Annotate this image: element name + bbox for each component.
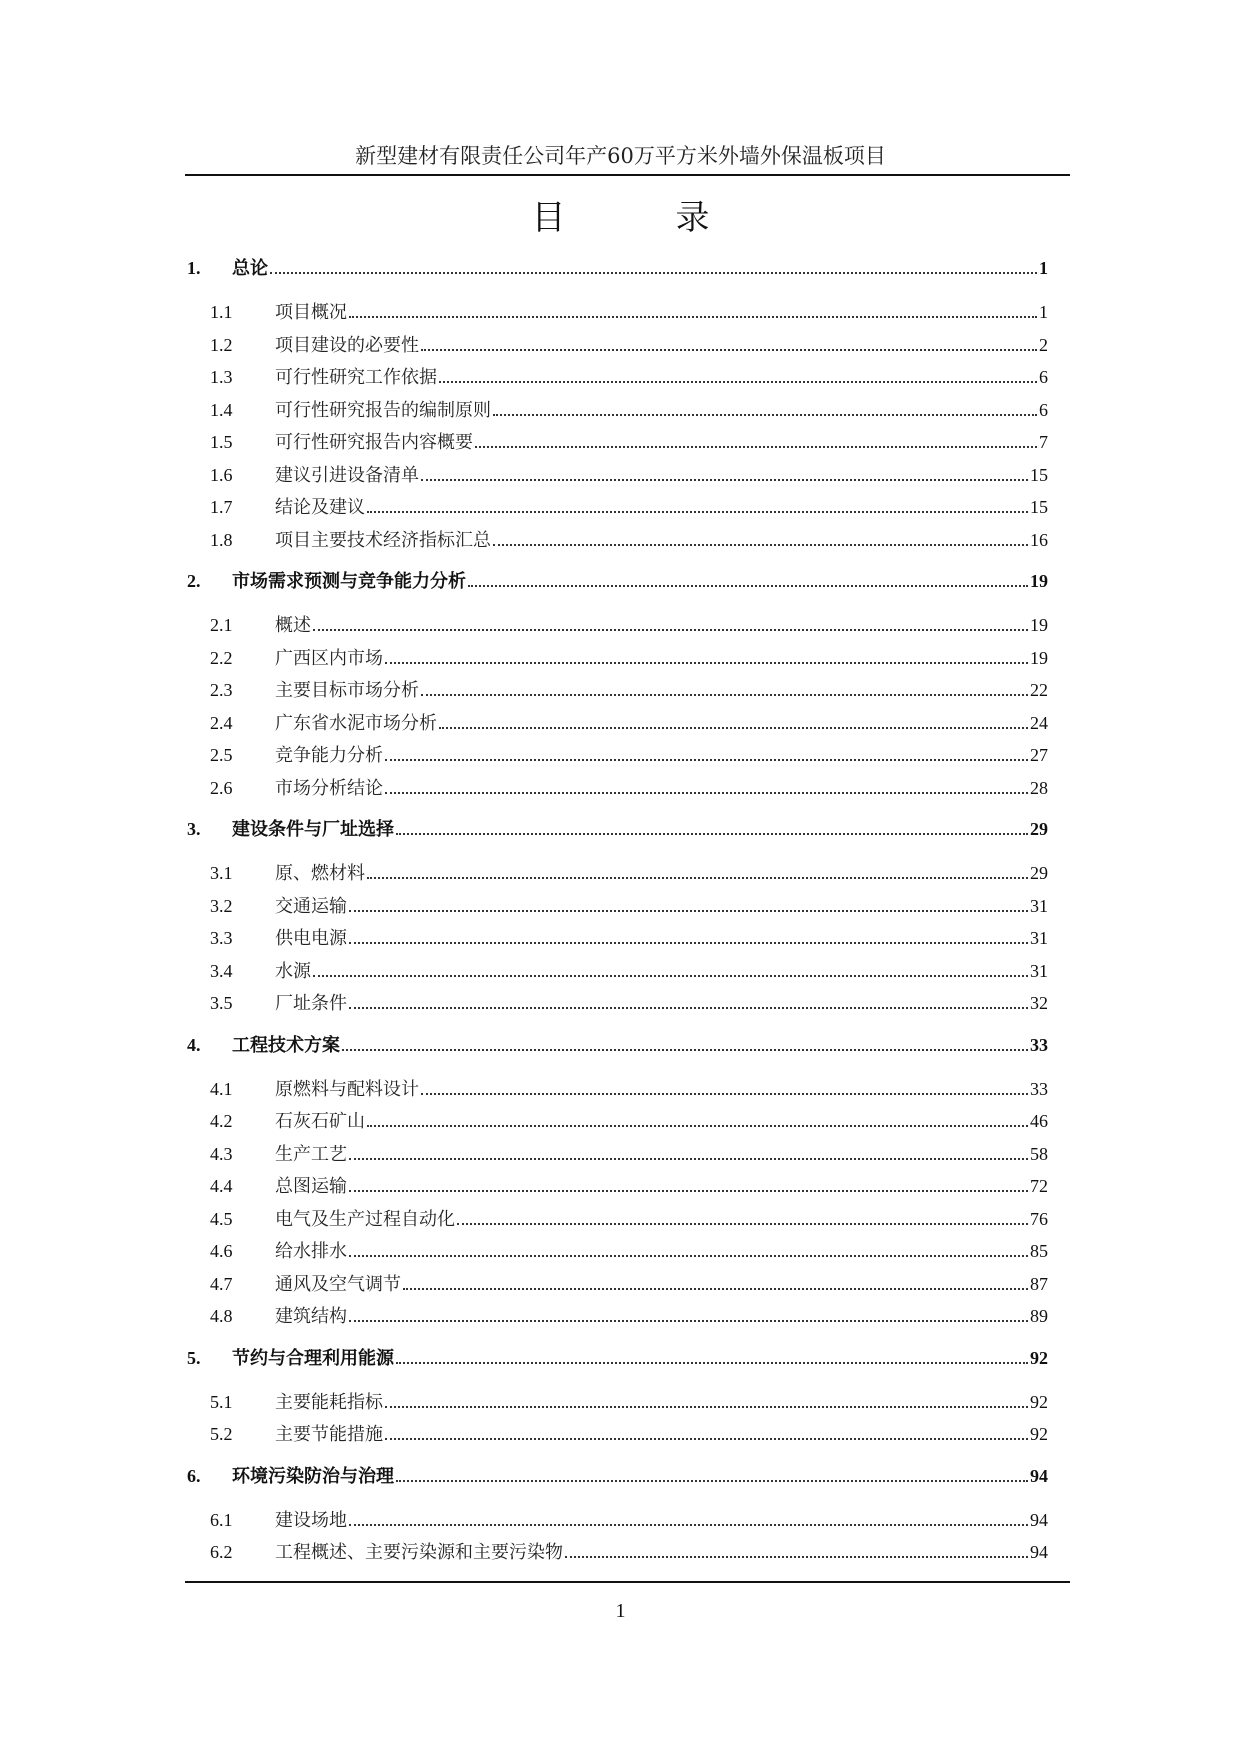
toc-section-title: 给水排水 [275, 1241, 347, 1262]
toc-section-page: 6 [1039, 399, 1048, 420]
toc-section-title: 主要节能措施 [275, 1424, 383, 1445]
toc-dot-leader [396, 1480, 1028, 1482]
toc-dot-leader [468, 585, 1028, 587]
toc-dot-leader [475, 446, 1037, 448]
toc-chapter-entry[interactable] [187, 1031, 1048, 1065]
toc-section-title: 建筑结构 [275, 1306, 347, 1327]
toc-section-list [187, 859, 1048, 1022]
toc-section-entry[interactable] [187, 1075, 1048, 1108]
toc-section-page: 94 [1030, 1509, 1048, 1530]
toc-section-title: 原、燃材料 [275, 863, 365, 884]
toc-section-entry[interactable] [187, 1237, 1048, 1270]
toc-section-title: 广西区内市场 [275, 647, 383, 669]
toc-chapter-entry[interactable] [187, 1462, 1048, 1496]
toc-section-title: 项目主要技术经济指标汇总 [275, 529, 491, 551]
toc-section-title: 工程概述、主要污染源和主要污染物 [275, 1542, 563, 1563]
toc-section-page: 19 [1030, 615, 1048, 635]
toc-section-page: 19 [1030, 647, 1048, 668]
toc-section-page: 22 [1030, 680, 1048, 700]
toc-section-title: 市场分析结论 [275, 777, 383, 799]
toc-section-number: 1.4 [210, 399, 233, 420]
toc-section-page: 27 [1030, 745, 1048, 765]
toc-section-title: 建议引进设备清单 [275, 464, 419, 486]
toc-heading-char-2: 录 [675, 198, 710, 238]
toc-section-page: 31 [1030, 928, 1048, 948]
toc-section-page: 92 [1030, 1424, 1048, 1444]
toc-chapter-number: 5. [187, 1347, 201, 1368]
toc-section-title: 结论及建议 [275, 497, 365, 518]
toc-section-title: 主要目标市场分析 [275, 680, 419, 701]
toc-section-page: 6 [1039, 367, 1048, 387]
toc-section-page: 28 [1030, 777, 1048, 798]
toc-chapter-title: 建设条件与厂址选择 [232, 819, 394, 840]
toc-section-entry[interactable] [187, 1302, 1048, 1335]
toc-section-page: 58 [1030, 1143, 1048, 1164]
toc-section-number: 4.3 [210, 1143, 233, 1164]
toc-section-page: 76 [1030, 1208, 1048, 1229]
toc-section-entry[interactable] [187, 493, 1048, 526]
toc-heading-char-1: 目 [531, 198, 566, 238]
toc-section-title: 可行性研究报告的编制原则 [275, 399, 491, 421]
toc-dot-leader [313, 629, 1028, 631]
toc-section-number: 1.5 [210, 432, 233, 452]
toc-dot-leader [385, 1406, 1028, 1408]
toc-section-entry[interactable] [187, 428, 1048, 461]
toc-dot-leader [385, 759, 1028, 761]
document-header-title: 新型建材有限责任公司年产60万平方米外墙外保温板项目 [355, 144, 886, 168]
toc-section-list [187, 1388, 1048, 1453]
toc-chapter-title: 市场需求预测与竞争能力分析 [232, 571, 466, 592]
toc-dot-leader [349, 1255, 1028, 1257]
toc-dot-leader [457, 1223, 1028, 1225]
toc-section-number: 1.8 [210, 529, 233, 550]
toc-chapter-number: 1. [187, 258, 201, 278]
toc-section-title: 原燃料与配料设计 [275, 1078, 419, 1100]
toc-section-entry[interactable] [187, 1205, 1048, 1238]
toc-section-page: 15 [1030, 464, 1048, 485]
toc-section-number: 2.6 [210, 777, 233, 798]
toc-section-number: 3.3 [210, 928, 233, 948]
toc-section-title: 总图运输 [275, 1176, 347, 1197]
toc-section-title: 生产工艺 [275, 1143, 347, 1165]
table-of-contents [187, 254, 1048, 1580]
toc-section-list [187, 1506, 1048, 1571]
toc-section-page: 33 [1030, 1078, 1048, 1099]
toc-section-page: 1 [1039, 302, 1048, 322]
footer-rule [185, 1581, 1070, 1583]
page-number: 1 [615, 1600, 626, 1622]
toc-section-page: 85 [1030, 1241, 1048, 1261]
toc-section-page: 72 [1030, 1176, 1048, 1196]
toc-section-page: 31 [1030, 960, 1048, 981]
toc-chapter-title: 总论 [232, 258, 268, 279]
toc-chapter-page: 94 [1030, 1465, 1048, 1486]
toc-section-entry[interactable] [187, 1538, 1048, 1571]
toc-section-entry[interactable] [187, 1107, 1048, 1140]
toc-section-entry[interactable] [187, 676, 1048, 709]
toc-section-number: 2.5 [210, 745, 233, 765]
toc-section-number: 5.1 [210, 1391, 233, 1412]
toc-section-page: 94 [1030, 1542, 1048, 1562]
toc-chapter-number: 3. [187, 819, 201, 839]
toc-section-page: 24 [1030, 712, 1048, 733]
toc-section-title: 广东省水泥市场分析 [275, 712, 437, 734]
toc-section-title: 项目概况 [275, 302, 347, 323]
toc-section-entry[interactable] [187, 644, 1048, 677]
toc-section-number: 1.7 [210, 497, 233, 517]
toc-section-entry[interactable] [187, 611, 1048, 644]
toc-section-entry[interactable] [187, 1420, 1048, 1453]
toc-section-title: 水源 [275, 960, 311, 982]
toc-section-entry[interactable] [187, 1506, 1048, 1539]
toc-section-entry[interactable] [187, 892, 1048, 925]
toc-section-title: 厂址条件 [275, 993, 347, 1014]
toc-dot-leader [349, 1007, 1028, 1009]
toc-section-title: 概述 [275, 615, 311, 636]
toc-section-number: 3.2 [210, 895, 233, 916]
toc-chapter-title: 节约与合理利用能源 [232, 1347, 394, 1369]
toc-section-number: 4.6 [210, 1241, 233, 1261]
toc-dot-leader [313, 975, 1028, 977]
toc-chapter-title: 工程技术方案 [232, 1034, 340, 1056]
toc-chapter-number: 4. [187, 1034, 201, 1055]
toc-section-page: 32 [1030, 993, 1048, 1013]
toc-dot-leader [270, 272, 1037, 274]
toc-section-number: 2.4 [210, 712, 233, 733]
toc-section-list [187, 1075, 1048, 1335]
toc-chapter-page: 19 [1030, 571, 1048, 591]
toc-section-number: 3.5 [210, 993, 233, 1013]
toc-dot-leader [403, 1288, 1028, 1290]
toc-section-title: 通风及空气调节 [275, 1273, 401, 1295]
toc-section-entry[interactable] [187, 741, 1048, 774]
toc-dot-leader [342, 1049, 1028, 1051]
toc-chapter-title: 环境污染防治与治理 [232, 1465, 394, 1487]
toc-section-number: 1.1 [210, 302, 233, 322]
toc-chapter-entry[interactable] [187, 567, 1048, 601]
toc-dot-leader [349, 1190, 1028, 1192]
toc-chapter-entry[interactable] [187, 254, 1048, 288]
toc-section-title: 建设场地 [275, 1509, 347, 1531]
toc-section-entry[interactable] [187, 924, 1048, 957]
toc-dot-leader [421, 349, 1037, 351]
toc-dot-leader [396, 1362, 1028, 1364]
toc-section-title: 石灰石矿山 [275, 1111, 365, 1132]
toc-dot-leader [349, 1158, 1028, 1160]
toc-heading [0, 190, 1241, 239]
toc-chapter-entry[interactable] [187, 1344, 1048, 1378]
toc-section-title: 交通运输 [275, 895, 347, 917]
toc-section-title: 供电电源 [275, 928, 347, 949]
toc-section-page: 87 [1030, 1273, 1048, 1294]
toc-section-number: 4.2 [210, 1111, 233, 1131]
toc-section-number: 5.2 [210, 1424, 233, 1444]
toc-section-number: 4.5 [210, 1208, 233, 1229]
toc-dot-leader [493, 544, 1028, 546]
toc-section-entry[interactable] [187, 1270, 1048, 1303]
toc-section-page: 46 [1030, 1111, 1048, 1131]
toc-dot-leader [421, 694, 1028, 696]
toc-section-number: 1.6 [210, 464, 233, 485]
toc-dot-leader [421, 1093, 1028, 1095]
toc-section-entry[interactable] [187, 1140, 1048, 1173]
toc-section-number: 4.1 [210, 1078, 233, 1099]
toc-section-number: 6.2 [210, 1542, 233, 1562]
toc-section-number: 1.2 [210, 334, 233, 355]
toc-section-entry[interactable] [187, 709, 1048, 742]
toc-chapter-page: 1 [1039, 258, 1048, 278]
toc-section-list [187, 298, 1048, 558]
toc-section-title: 可行性研究报告内容概要 [275, 432, 473, 453]
toc-section-number: 2.2 [210, 647, 233, 668]
toc-section-number: 2.3 [210, 680, 233, 700]
toc-section-entry[interactable] [187, 363, 1048, 396]
toc-dot-leader [385, 662, 1028, 664]
toc-section-entry[interactable] [187, 774, 1048, 807]
toc-section-page: 15 [1030, 497, 1048, 517]
toc-section-entry[interactable] [187, 396, 1048, 429]
toc-dot-leader [565, 1556, 1028, 1558]
toc-chapter-entry[interactable] [187, 815, 1048, 849]
toc-dot-leader [493, 414, 1037, 416]
toc-dot-leader [385, 792, 1028, 794]
toc-section-page: 89 [1030, 1306, 1048, 1326]
toc-section-entry[interactable] [187, 1172, 1048, 1205]
toc-dot-leader [385, 1438, 1028, 1440]
toc-chapter-page: 33 [1030, 1034, 1048, 1055]
toc-dot-leader [439, 727, 1028, 729]
toc-section-title: 电气及生产过程自动化 [275, 1208, 455, 1230]
toc-section-number: 2.1 [210, 615, 233, 635]
toc-dot-leader [349, 316, 1037, 318]
toc-dot-leader [439, 381, 1037, 383]
toc-dot-leader [396, 833, 1028, 835]
toc-dot-leader [349, 1524, 1028, 1526]
toc-section-page: 31 [1030, 895, 1048, 916]
toc-dot-leader [421, 479, 1028, 481]
toc-section-number: 6.1 [210, 1509, 233, 1530]
header-rule [185, 174, 1070, 176]
toc-section-entry[interactable] [187, 989, 1048, 1022]
toc-chapter-page: 29 [1030, 819, 1048, 839]
toc-section-number: 4.4 [210, 1176, 233, 1196]
toc-section-list [187, 611, 1048, 806]
toc-section-number: 3.4 [210, 960, 233, 981]
toc-dot-leader [349, 1320, 1028, 1322]
toc-dot-leader [367, 511, 1028, 513]
toc-section-entry[interactable] [187, 298, 1048, 331]
toc-chapter-number: 6. [187, 1465, 201, 1486]
toc-section-entry[interactable] [187, 461, 1048, 494]
toc-section-entry[interactable] [187, 957, 1048, 990]
toc-chapter-number: 2. [187, 571, 201, 591]
toc-dot-leader [367, 877, 1028, 879]
toc-section-page: 16 [1030, 529, 1048, 550]
toc-section-number: 4.7 [210, 1273, 233, 1294]
toc-section-title: 项目建设的必要性 [275, 334, 419, 356]
toc-section-page: 29 [1030, 863, 1048, 883]
toc-section-title: 主要能耗指标 [275, 1391, 383, 1413]
toc-section-page: 2 [1039, 334, 1048, 355]
toc-section-number: 3.1 [210, 863, 233, 883]
toc-section-page: 7 [1039, 432, 1048, 452]
toc-chapter-page: 92 [1030, 1347, 1048, 1368]
toc-section-title: 竞争能力分析 [275, 745, 383, 766]
toc-dot-leader [349, 942, 1028, 944]
toc-section-entry[interactable] [187, 526, 1048, 559]
toc-section-entry[interactable] [187, 331, 1048, 364]
toc-dot-leader [349, 910, 1028, 912]
toc-section-title: 可行性研究工作依据 [275, 367, 437, 388]
toc-dot-leader [367, 1125, 1028, 1127]
toc-section-number: 1.3 [210, 367, 233, 387]
toc-section-page: 92 [1030, 1391, 1048, 1412]
toc-section-entry[interactable] [187, 1388, 1048, 1421]
toc-section-number: 4.8 [210, 1306, 233, 1326]
toc-section-entry[interactable] [187, 859, 1048, 892]
